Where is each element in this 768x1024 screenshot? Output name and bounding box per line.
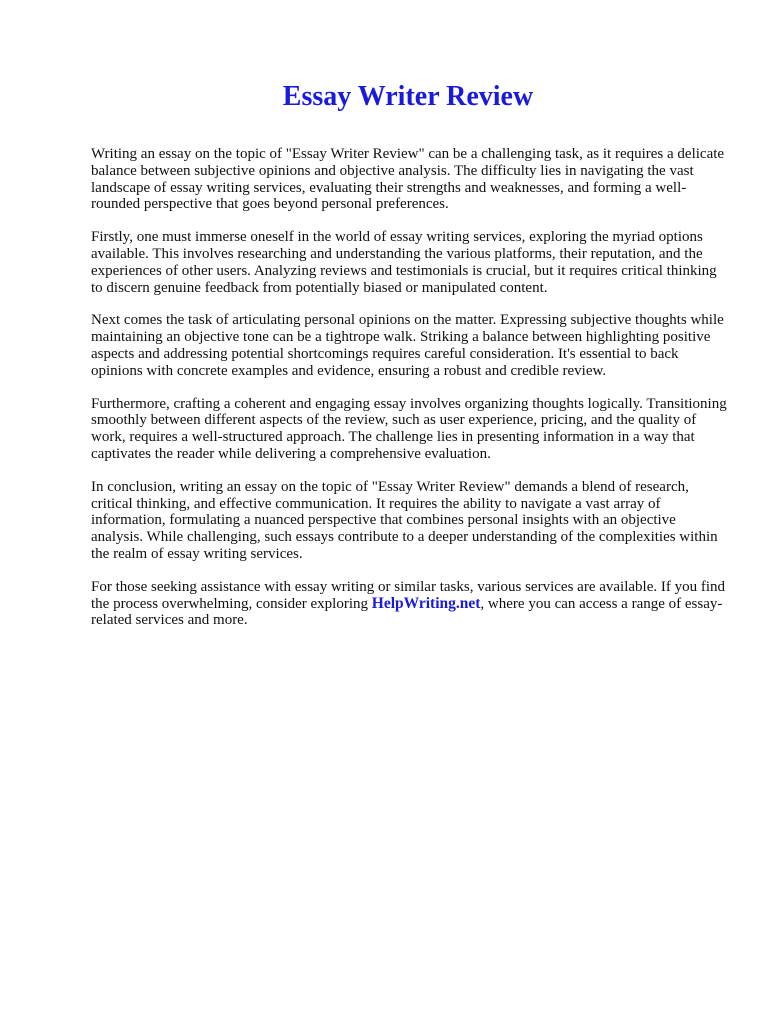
paragraph-structure: Furthermore, crafting a coherent and engaging essay involves organizing thoughts logically. Transitioning smoothly between different aspects of the review, such as user experience, pricing, and the quality of work, requires a well-structured approach. The challenge lies in presenting information in a way that captivates the reader while delivering a comprehensive evaluation. xyxy=(91,395,727,462)
document-title: Essay Writer Review xyxy=(282,81,534,112)
helpwriting-link[interactable]: HelpWriting.net xyxy=(371,594,481,612)
paragraph-research: Firstly, one must immerse oneself in the world of essay writing services, exploring the myriad options available. This involves researching and understanding the various platforms, their reputation, and the experiences of other users. Analyzing reviews and testimonials is crucial, but it requires critical thinking to discern genuine feedback from potentially biased or manipulated content. xyxy=(91,229,717,296)
assistance-text-after-link: , where you can access a range of essay-related services and more. xyxy=(91,595,723,629)
paragraph-conclusion: In conclusion, writing an essay on the topic of "Essay Writer Review" demands a blend of research, critical thinking, and effective communication. It requires the ability to navigate a vast array of information, formulating a nuanced perspective that combines personal insights with an objective analysis. While challenging, such essays contribute to a deeper understanding of the complexities within the realm of essay writing services. xyxy=(91,478,718,562)
assistance-text-before-link: For those seeking assistance with essay writing or similar tasks, various services are available. If you find the process overwhelming, consider exploring xyxy=(91,578,726,612)
document-body xyxy=(91,146,731,645)
paragraph-opinions: Next comes the task of articulating personal opinions on the matter. Expressing subjective thoughts while maintaining an objective tone can be a tightrope walk. Striking a balance between highlighting positive aspects and addressing potential shortcomings requires careful consideration. It's essential to back opinions with concrete examples and evidence, ensuring a robust and credible review. xyxy=(91,312,724,379)
paragraph-assistance xyxy=(91,579,731,629)
paragraph-intro: Writing an essay on the topic of "Essay Writer Review" can be a challenging task, as it requires a delicate balance between subjective opinions and objective analysis. The difficulty lies in navigating the vast landscape of essay writing services, evaluating their strengths and weaknesses, and forming a well-rounded perspective that goes beyond personal preferences. xyxy=(91,146,725,213)
